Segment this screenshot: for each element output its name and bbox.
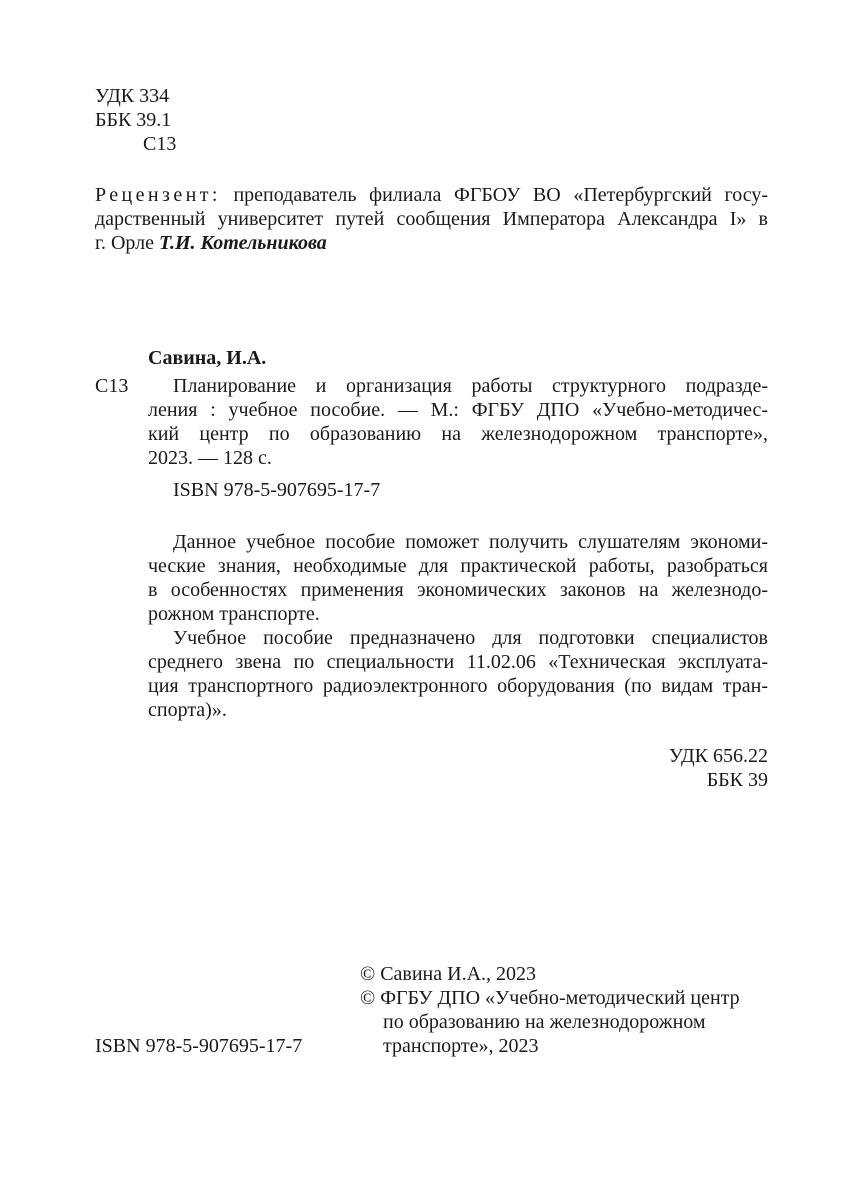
bib-author: Савина, И.А. xyxy=(148,347,267,369)
copyright-line: по образованию на железнодорожном xyxy=(383,1011,706,1033)
reviewer-name: Т.И. Котельникова xyxy=(158,232,327,254)
copyright-block xyxy=(360,962,740,1058)
bib-line: 2023. — 128 с. xyxy=(148,447,272,469)
annotation-line: рожном транспорте. xyxy=(148,603,320,625)
annotation-line: в особенностях применения экономических законов на железнодо- xyxy=(148,579,768,601)
bib-description xyxy=(148,374,768,470)
annotation-line: ция транспортного радиоэлектронного оборудования (по видам тран- xyxy=(148,675,768,697)
annotation-line: ческие знания, необходимые для практической работы, разобраться xyxy=(148,555,768,577)
udk-code: УДК 334 xyxy=(95,85,170,107)
bottom-codes xyxy=(669,744,768,792)
copyright-line: © Савина И.А., 2023 xyxy=(360,963,537,985)
reviewer-line-3: г. Орле Т.И. Котельникова xyxy=(95,232,327,254)
reviewer-label: Рецензент: xyxy=(95,184,221,206)
annotation-line: Данное учебное пособие поможет получить слушателям экономи- xyxy=(173,531,768,553)
udk-code-bottom: УДК 656.22 xyxy=(668,745,768,767)
annotation-line: Учебное пособие предназначено для подготовки специалистов xyxy=(173,627,768,649)
bib-line: ления : учебное пособие. — М.: ФГБУ ДПО «Учебно-методичес- xyxy=(148,399,768,421)
reviewer-block xyxy=(95,183,768,255)
author-mark: С13 xyxy=(143,133,177,155)
annotation-line: среднего звена по специальности 11.02.06 «Техническая эксплуата- xyxy=(148,651,768,673)
isbn-bottom: ISBN 978-5-907695-17-7 xyxy=(95,1035,303,1057)
annotation-line: спорта)». xyxy=(148,699,227,721)
copyright-line: транспорте», 2023 xyxy=(383,1035,539,1057)
annotation xyxy=(148,530,768,722)
bbk-code-bottom: ББК 39 xyxy=(706,769,768,791)
reviewer-line-1: Рецензент: преподаватель филиала ФГБОУ ВО «Петербургский госу- xyxy=(95,184,769,206)
bib-isbn: ISBN 978-5-907695-17-7 xyxy=(173,479,381,501)
copyright-line: © ФГБУ ДПО «Учебно-методический центр xyxy=(360,987,740,1009)
top-codes xyxy=(95,84,176,156)
bib-mark: С13 xyxy=(95,375,129,397)
bib-line: кий центр по образованию на железнодорожном транспорте», xyxy=(148,423,768,445)
reviewer-line-2: дарственный университет путей сообщения Императора Александра I» в xyxy=(95,208,768,230)
bbk-code: ББК 39.1 xyxy=(95,109,172,131)
bib-line: Планирование и организация работы структурного подразде- xyxy=(173,375,768,397)
